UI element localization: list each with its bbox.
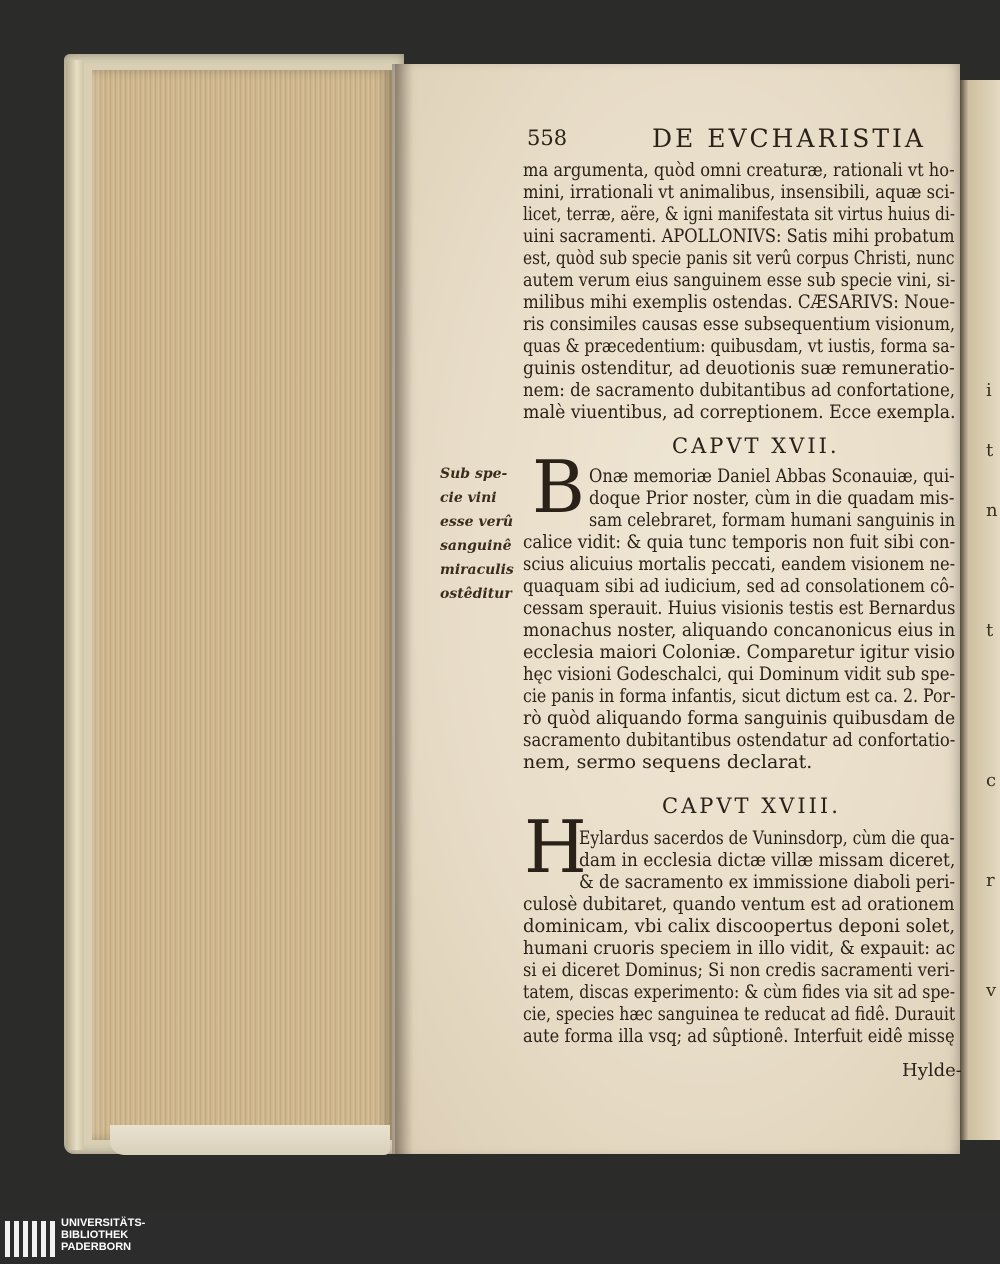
text-block-bottom <box>110 1125 390 1155</box>
text-line: cie panis in forma infantis, sicut dictum est ca. 2. Por- <box>523 685 956 707</box>
text-line: monachus noster, aliquando concanonicus eius in <box>523 619 956 641</box>
page-number: 558 <box>527 126 568 150</box>
text-line: ecclesia maiori Coloniæ. Comparetur igitur visio <box>523 641 955 663</box>
next-page-fragment: i <box>986 380 992 401</box>
text-line: est, quòd sub specie panis sit verû corpus Christi, nunc <box>523 247 955 269</box>
text-line: aute forma illa vsq; ad sûptionê. Interfuit eidê missę <box>523 1025 955 1047</box>
text-line: milibus mihi exemplis ostendas. CÆSARIVS: Noue- <box>523 291 955 313</box>
margin-note-line: ostêditur <box>440 586 512 602</box>
text-line: culosè dubitaret, quando ventum est ad orationem <box>523 893 955 915</box>
text-line: autem verum eius sanguinem esse sub specie vini, si- <box>523 269 956 291</box>
logo-line: PADERBORN <box>61 1241 132 1253</box>
text-line: tatem, discas experimento: & cùm fides via sit ad spe- <box>523 981 956 1003</box>
text-line: cessam sperauit. Huius visionis testis est Bernardus <box>523 597 956 619</box>
text-line: & de sacramento ex immissione diaboli peri- <box>579 871 956 893</box>
text-line: guinis ostenditur, ad deuotionis suæ remuneratio- <box>523 357 955 379</box>
text-line: uini sacramenti. APOLLONIVS: Satis mihi probatum <box>523 225 955 247</box>
library-footer <box>0 1213 1000 1264</box>
cover-spine-edge <box>66 60 84 1150</box>
logo-line: BIBLIOTHEK <box>61 1229 129 1241</box>
next-page-fragment: t <box>986 440 994 461</box>
catchword: Hylde- <box>902 1060 962 1081</box>
next-page-fragment: r <box>986 870 995 891</box>
library-logo-text <box>61 1217 145 1253</box>
text-line: nem, sermo sequens declarat. <box>523 751 813 773</box>
next-page-fragment: c <box>986 770 997 791</box>
text-line: malè viuentibus, ad correptionem. Ecce exempla. <box>523 401 956 423</box>
text-line: hęc visioni Godeschalci, qui Dominum vidit sub spe- <box>523 663 956 685</box>
logo-line: UNIVERSITÄTS- <box>61 1217 146 1229</box>
margin-note-line: esse verû <box>440 514 514 530</box>
text-line: quaquam sibi ad iudicium, sed ad consolationem cô- <box>523 575 955 597</box>
text-line: cie, species hæc sanguinea te reducat ad fidê. Durauit <box>523 1003 956 1025</box>
next-page-edge <box>958 80 1000 1140</box>
margin-note-line: miraculis <box>440 562 514 578</box>
text-line: dominicam, vbi calix discoopertus deponi solet, <box>523 915 956 937</box>
chapter-heading-17: CAPVT XVII. <box>672 434 840 458</box>
text-line: dam in ecclesia dictæ villæ missam diceret, <box>579 849 956 871</box>
text-line: ris consimiles causas esse subsequentium visionum, <box>523 313 956 335</box>
margin-note-line: sanguinê <box>440 538 512 554</box>
text-line: Eylardus sacerdos de Vuninsdorp, cùm die qua- <box>579 827 955 849</box>
chapter-heading-18: CAPVT XVIII. <box>662 794 841 818</box>
text-line: doque Prior noster, cùm in die quadam mis- <box>589 487 955 509</box>
dropcap-18: H <box>524 805 587 889</box>
page-gutter-shadow <box>395 64 413 1154</box>
text-block-edge <box>92 70 392 1140</box>
text-line: ma argumenta, quòd omni creaturæ, rationali vt ho- <box>523 159 955 181</box>
text-line: si ei diceret Dominus; Si non credis sacramenti veri- <box>523 959 955 981</box>
margin-note-line: Sub spe- <box>440 466 508 482</box>
running-title: DE EVCHARISTIA <box>652 124 926 153</box>
next-page-fragment: t <box>986 620 994 641</box>
text-line: quas & præcedentium: quibusdam, vt iustis, forma sa- <box>523 335 955 357</box>
text-line: calice vidit: & quia tunc temporis non fuit sibi con- <box>523 531 956 553</box>
text-line: sacramento dubitantibus ostendatur ad confortatio- <box>523 729 956 751</box>
next-page-fragment: n <box>986 500 998 521</box>
margin-note-line: cie vini <box>440 490 497 506</box>
dropcap-17: B <box>532 445 585 529</box>
text-line: nem: de sacramento dubitantibus ad confortatione, <box>523 379 956 401</box>
library-logo-icon <box>5 1221 55 1257</box>
running-head <box>527 126 947 154</box>
margin-note <box>440 462 522 606</box>
text-line: licet, terræ, aëre, & igni manifestata sit virtus huius di- <box>523 203 955 225</box>
text-line: scius alicuius mortalis peccati, eandem visionem ne- <box>523 553 956 575</box>
text-line: sam celebraret, formam humani sanguinis in <box>589 509 956 531</box>
next-page-fragment: v <box>986 980 997 1001</box>
text-line: mini, irrationali vt animalibus, insensibili, aquæ sci- <box>523 181 955 203</box>
text-line: rò quòd aliquando forma sanguinis quibusdam de <box>523 707 956 729</box>
text-line: humani cruoris speciem in illo vidit, & expauit: ac <box>523 937 956 959</box>
text-line: Onæ memoriæ Daniel Abbas Sconauiæ, qui- <box>589 465 955 487</box>
